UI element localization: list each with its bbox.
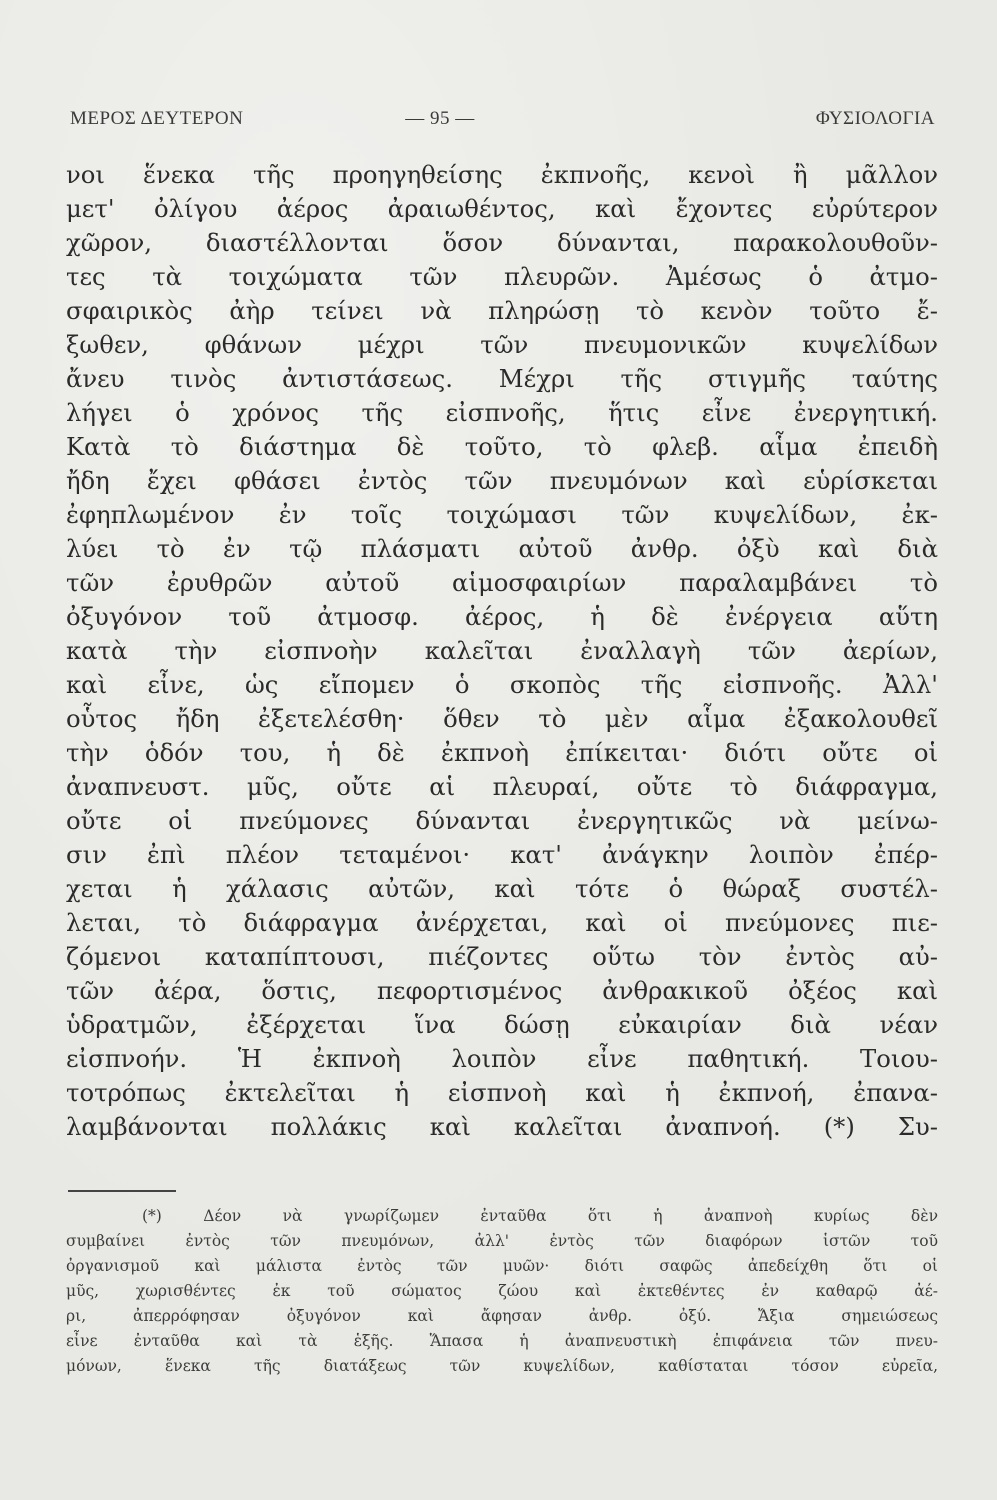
page-number: — 95 — (405, 108, 475, 129)
footnote (66, 1204, 938, 1379)
body-line: κατὰ τὴν εἰσπνοὴν καλεῖται ἐναλλαγὴ τῶν ἀερίων, (66, 636, 938, 665)
body-line: ἐφηπλωμένον ἐν τοῖς τοιχώμασι τῶν κυψελίδων, ἐκ- (66, 500, 938, 529)
body-line: εἰσπνοήν. Ἡ ἐκπνοὴ λοιπὸν εἶνε παθητική. Τοιου- (66, 1044, 938, 1073)
header-section-title: ΦΥΣΙΟΛΟΓΙΑ (815, 108, 935, 129)
header-part-title: ΜΕΡΟΣ ΔΕΥΤΕΡΟΝ (70, 108, 244, 129)
body-line: τῶν ἐρυθρῶν αὐτοῦ αἱμοσφαιρίων παραλαμβάνει τὸ (66, 568, 938, 597)
footnote-line: εἶνε ἐνταῦθα καὶ τὰ ἑξῆς. Ἅπασα ἡ ἀναπνευστικὴ ἐπιφάνεια τῶν πνευ- (66, 1332, 938, 1350)
body-line: νοι ἕνεκα τῆς προηγηθείσης ἐκπνοῆς, κενοὶ ἢ μᾶλλον (66, 160, 938, 189)
body-line: σιν ἐπὶ πλέον τεταμένοι· κατ' ἀνάγκην λοιπὸν ἐπέρ- (66, 840, 938, 869)
footnote-line: ρι, ἀπερρόφησαν ὀξυγόνον καὶ ἄφησαν ἀνθρ. ὀξύ. Ἄξια σημειώσεως (66, 1307, 938, 1325)
body-line: οὔτε οἱ πνεύμονες δύνανται ἐνεργητικῶς νὰ μείνω- (66, 806, 938, 835)
body-line: τοτρόπως ἐκτελεῖται ἡ εἰσπνοὴ καὶ ἡ ἐκπνοή, ἐπανα- (66, 1078, 938, 1107)
body-line: ὀξυγόνον τοῦ ἀτμοσφ. ἀέρος, ἡ δὲ ἐνέργεια αὕτη (66, 602, 938, 631)
body-line: σφαιρικὸς ἀὴρ τείνει νὰ πληρώσῃ τὸ κενὸν τοῦτο ἔ- (66, 296, 938, 325)
body-line: οὗτος ἤδη ἐξετελέσθη· ὅθεν τὸ μὲν αἷμα ἐξακολουθεῖ (66, 704, 938, 733)
running-head (70, 108, 935, 138)
footnote-line: μόνων, ἕνεκα τῆς διατάξεως τῶν κυψελίδων, καθίσταται τόσον εὐρεῖα, (66, 1357, 938, 1375)
body-line: μετ' ὀλίγου ἀέρος ἀραιωθέντος, καὶ ἔχοντες εὐρύτερον (66, 194, 938, 223)
body-line: χῶρον, διαστέλλονται ὅσον δύνανται, παρακολουθοῦν- (66, 228, 938, 257)
body-line: τες τὰ τοιχώματα τῶν πλευρῶν. Ἀμέσως ὁ ἀτμο- (66, 262, 938, 291)
body-line: ὑδρατμῶν, ἐξέρχεται ἵνα δώσῃ εὐκαιρίαν διὰ νέαν (66, 1010, 938, 1039)
footnote-line: συμβαίνει ἐντὸς τῶν πνευμόνων, ἀλλ' ἐντὸς τῶν διαφόρων ἱστῶν τοῦ (66, 1232, 938, 1250)
body-line: ξωθεν, φθάνων μέχρι τῶν πνευμονικῶν κυψελίδων (66, 330, 938, 359)
body-line: ἄνευ τινὸς ἀντιστάσεως. Μέχρι τῆς στιγμῆς ταύτης (66, 364, 938, 393)
footnote-line: (*) Δέον νὰ γνωρίζωμεν ἐνταῦθα ὅτι ἡ ἀναπνοὴ κυρίως δὲν (142, 1207, 938, 1225)
footnote-line: ὀργανισμοῦ καὶ μάλιστα ἐντὸς τῶν μυῶν· διότι σαφῶς ἀπεδείχθη ὅτι οἱ (66, 1257, 938, 1275)
body-line: λύει τὸ ἐν τῷ πλάσματι αὐτοῦ ἀνθρ. ὀξὺ καὶ διὰ (66, 534, 938, 563)
body-text (66, 158, 938, 1144)
footnote-line: μῦς, χωρισθέντες ἐκ τοῦ σώματος ζώου καὶ ἐκτεθέντες ἐν καθαρῷ ἀέ- (66, 1282, 938, 1300)
body-line: λεται, τὸ διάφραγμα ἀνέρχεται, καὶ οἱ πνεύμονες πιε- (66, 908, 938, 937)
body-line: ἤδη ἔχει φθάσει ἐντὸς τῶν πνευμόνων καὶ εὑρίσκεται (66, 466, 938, 495)
body-line: τῶν ἀέρα, ὅστις, πεφορτισμένος ἀνθρακικοῦ ὀξέος καὶ (66, 976, 938, 1005)
body-line: λαμβάνονται πολλάκις καὶ καλεῖται ἀναπνοή. (*) Συ- (66, 1112, 938, 1141)
body-line: λήγει ὁ χρόνος τῆς εἰσπνοῆς, ἥτις εἶνε ἐνεργητική. (66, 398, 938, 427)
body-line: Κατὰ τὸ διάστημα δὲ τοῦτο, τὸ φλεβ. αἷμα ἐπειδὴ (66, 432, 938, 461)
footnote-rule (68, 1190, 176, 1192)
body-line: ἀναπνευστ. μῦς, οὔτε αἱ πλευραί, οὔτε τὸ διάφραγμα, (66, 772, 938, 801)
body-line: καὶ εἶνε, ὡς εἴπομεν ὁ σκοπὸς τῆς εἰσπνοῆς. Ἀλλ' (66, 670, 938, 699)
body-line: χεται ἡ χάλασις αὐτῶν, καὶ τότε ὁ θώραξ συστέλ- (66, 874, 938, 903)
body-line: ζόμενοι καταπίπτουσι, πιέζοντες οὕτω τὸν ἐντὸς αὐ- (66, 942, 938, 971)
body-line: τὴν ὁδόν του, ἡ δὲ ἐκπνοὴ ἐπίκειται· διότι οὔτε οἱ (66, 738, 938, 767)
